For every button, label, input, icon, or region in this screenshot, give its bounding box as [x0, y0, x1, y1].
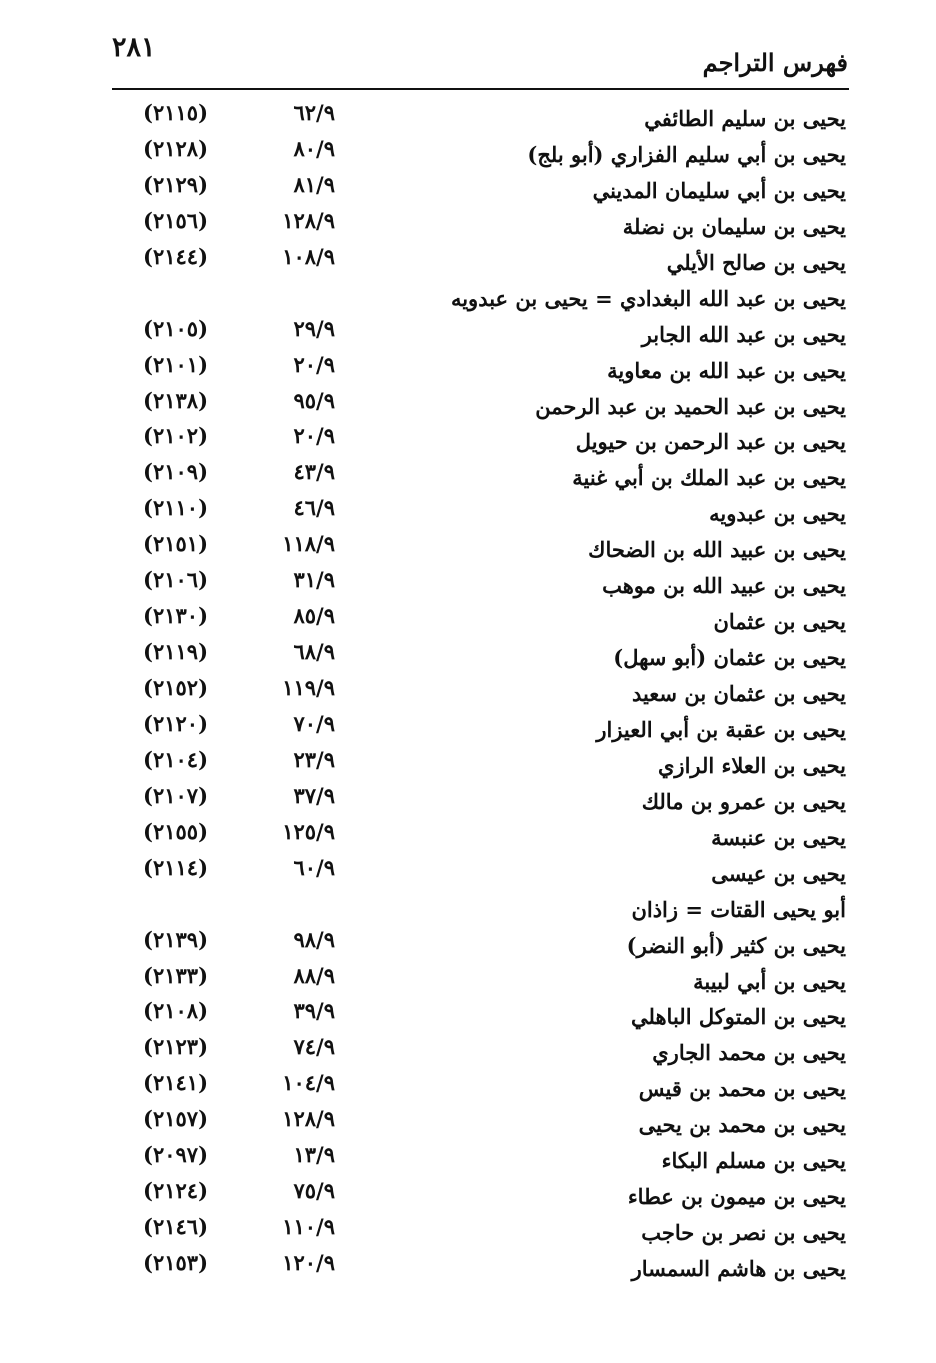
entry-name: يحيى بن عنبسة	[711, 824, 846, 850]
entry-name: يحيى بن ميمون بن عطاء	[627, 1184, 846, 1210]
index-entry	[0, 1032, 936, 1068]
index-entry	[0, 673, 936, 709]
entry-biography-number: (٢١٥٢)	[143, 675, 208, 700]
biography-index-list	[0, 98, 936, 1284]
entry-name: يحيى بن عبيد الله بن موهب	[602, 573, 846, 599]
index-entry	[0, 98, 936, 134]
entry-volume-page: ٣٩/٩	[293, 998, 335, 1024]
entry-name: يحيى بن عبد الله الجابر	[641, 321, 846, 347]
entry-name: يحيى بن أبي سليم الفزاري (أبو بلج)	[527, 141, 846, 167]
index-entry	[0, 278, 936, 314]
header-rule	[112, 88, 849, 90]
index-entry	[0, 889, 936, 925]
entry-name: يحيى بن العلاء الرازي	[657, 752, 846, 778]
entry-biography-number: (٢١١٠)	[143, 495, 208, 521]
index-entry	[0, 1068, 936, 1104]
entry-biography-number: (٢١١٥)	[143, 100, 208, 125]
entry-volume-page: ٧٥/٩	[293, 1178, 335, 1204]
entry-name: يحيى بن عبيد الله بن الضحاك	[588, 537, 846, 563]
entry-volume-page: ١١٨/٩	[282, 531, 335, 557]
entry-biography-number: (٢١٠٢)	[143, 423, 208, 449]
entry-name: يحيى بن عبد الله البغدادي = يحيى بن عبدويه	[450, 285, 846, 311]
index-entry	[0, 781, 936, 817]
index-entry	[0, 709, 936, 745]
entry-biography-number: (٢١٢٨)	[143, 135, 208, 161]
index-entry	[0, 637, 936, 673]
entry-volume-page: ١٢٠/٩	[282, 1250, 335, 1275]
entry-name: يحيى بن عبد الله بن معاوية	[607, 357, 846, 383]
entry-biography-number: (٢١٠٧)	[143, 782, 208, 808]
entry-name: يحيى بن كثير (أبو النضر)	[626, 932, 846, 958]
entry-volume-page: ٨١/٩	[293, 171, 335, 197]
entry-biography-number: (٢١٣٩)	[143, 926, 208, 952]
entry-biography-number: (٢١٣٠)	[143, 603, 208, 629]
entry-volume-page: ٢٣/٩	[293, 746, 335, 772]
entry-biography-number: (٢١٠٦)	[143, 567, 208, 593]
entry-name: يحيى بن صالح الأيلي	[666, 249, 846, 275]
index-entry	[0, 421, 936, 457]
entry-volume-page: ١١٩/٩	[282, 675, 335, 700]
entry-volume-page: ٣٧/٩	[293, 782, 335, 808]
index-entry	[0, 996, 936, 1032]
entry-biography-number: (٢١٠٤)	[143, 746, 208, 772]
entry-name: يحيى بن محمد بن قيس	[638, 1076, 846, 1102]
index-entry	[0, 134, 936, 170]
entry-volume-page: ٨٨/٩	[293, 962, 335, 988]
entry-biography-number: (٢١٥٣)	[143, 1250, 208, 1275]
entry-volume-page: ١١٠/٩	[282, 1214, 335, 1240]
entry-name: يحيى بن المتوكل الباهلي	[631, 1004, 846, 1030]
index-entry	[0, 601, 936, 637]
entry-volume-page: ٧٠/٩	[293, 710, 335, 736]
index-entry	[0, 386, 936, 422]
entry-volume-page: ٦٢/٩	[293, 100, 335, 125]
entry-name: يحيى بن عثمان بن سعيد	[631, 681, 846, 706]
entry-name: يحيى بن سليم الطائفي	[644, 106, 846, 131]
entry-name: يحيى بن عثمان	[713, 609, 846, 635]
entry-biography-number: (٢١٢٠)	[143, 710, 208, 736]
entry-name: يحيى بن أبي سليمان المديني	[592, 177, 846, 203]
entry-name: يحيى بن عقبة بن أبي العيزار	[596, 716, 846, 742]
index-entry	[0, 1212, 936, 1248]
entry-name: يحيى بن عبد الرحمن بن حيويل	[575, 429, 846, 455]
entry-volume-page: ١٣/٩	[293, 1142, 335, 1168]
entry-name: يحيى بن محمد الجاري	[652, 1040, 846, 1066]
entry-volume-page: ٩٥/٩	[293, 387, 335, 413]
index-entry	[0, 170, 936, 206]
entry-volume-page: ١٢٨/٩	[282, 207, 335, 233]
running-head: فهرس التراجم	[702, 48, 848, 77]
entry-volume-page: ٩٨/٩	[293, 926, 335, 952]
entry-volume-page: ٤٣/٩	[293, 459, 335, 485]
entry-biography-number: (٢١٥٧)	[143, 1106, 208, 1132]
entry-volume-page: ١٠٨/٩	[282, 243, 335, 269]
index-entry	[0, 350, 936, 386]
entry-volume-page: ٨٥/٩	[293, 603, 335, 629]
index-entry	[0, 1140, 936, 1176]
index-entry	[0, 961, 936, 997]
entry-name: يحيى بن عبد الملك بن أبي غنية	[572, 465, 846, 491]
entry-biography-number: (٢١٠٨)	[143, 998, 208, 1024]
index-entry	[0, 314, 936, 350]
entry-name: يحيى بن عثمان (أبو سهل)	[613, 645, 846, 671]
index-entry	[0, 1248, 936, 1284]
entry-name: يحيى بن هاشم السمسار	[631, 1256, 846, 1281]
index-entry	[0, 565, 936, 601]
index-entry	[0, 853, 936, 889]
entry-biography-number: (٢١٥٥)	[143, 818, 208, 844]
entry-biography-number: (٢١١٩)	[143, 639, 208, 665]
entry-name: يحيى بن محمد بن يحيى	[638, 1112, 846, 1138]
index-entry	[0, 457, 936, 493]
entry-biography-number: (٢٠٩٧)	[143, 1142, 208, 1168]
index-entry	[0, 925, 936, 961]
entry-biography-number: (٢١٤٤)	[143, 243, 208, 269]
index-entry	[0, 817, 936, 853]
index-entry	[0, 242, 936, 278]
entry-biography-number: (٢١٠٩)	[143, 459, 208, 485]
entry-volume-page: ٧٤/٩	[293, 1034, 335, 1060]
entry-name: يحيى بن نصر بن حاجب	[641, 1220, 846, 1246]
entry-name: يحيى بن عمرو بن مالك	[641, 788, 846, 814]
entry-name: أبو يحيى القتات = زاذان	[631, 896, 846, 922]
entry-name: يحيى بن مسلم البكاء	[661, 1148, 846, 1174]
entry-name: يحيى بن أبي لبيبة	[693, 968, 846, 994]
entry-volume-page: ١٢٨/٩	[282, 1106, 335, 1132]
entry-biography-number: (٢١٤١)	[143, 1070, 208, 1096]
index-entry	[0, 745, 936, 781]
entry-name: يحيى بن عبد الحميد بن عبد الرحمن	[535, 393, 846, 419]
entry-biography-number: (٢١٠١)	[143, 351, 208, 377]
entry-biography-number: (٢١٥٦)	[143, 207, 208, 233]
entry-biography-number: (٢١٢٤)	[143, 1178, 208, 1204]
entry-biography-number: (٢١١٤)	[143, 854, 208, 880]
entry-biography-number: (٢١٢٩)	[143, 171, 208, 197]
page-number: ٢٨١	[112, 32, 156, 63]
index-entry	[0, 1104, 936, 1140]
entry-volume-page: ٤٦/٩	[293, 495, 335, 521]
entry-biography-number: (٢١٢٣)	[143, 1034, 208, 1060]
entry-volume-page: ٦٠/٩	[293, 854, 335, 880]
entry-volume-page: ٢٠/٩	[293, 351, 335, 377]
entry-name: يحيى بن عيسى	[711, 860, 846, 886]
entry-biography-number: (٢١٥١)	[143, 531, 208, 557]
entry-volume-page: ١٢٥/٩	[282, 818, 335, 844]
entry-volume-page: ٢٠/٩	[293, 423, 335, 449]
entry-volume-page: ٦٨/٩	[293, 639, 335, 665]
entry-biography-number: (٢١٤٦)	[143, 1214, 208, 1240]
entry-volume-page: ٢٩/٩	[293, 315, 335, 341]
index-entry	[0, 529, 936, 565]
entry-biography-number: (٢١٣٨)	[143, 387, 208, 413]
entry-volume-page: ١٠٤/٩	[282, 1070, 335, 1096]
index-entry	[0, 206, 936, 242]
entry-biography-number: (٢١٠٥)	[143, 315, 208, 341]
entry-name: يحيى بن عبدويه	[709, 501, 846, 527]
index-entry	[0, 1176, 936, 1212]
entry-biography-number: (٢١٣٣)	[143, 962, 208, 988]
entry-volume-page: ٣١/٩	[293, 567, 335, 593]
index-entry	[0, 493, 936, 529]
entry-volume-page: ٨٠/٩	[293, 135, 335, 161]
entry-name: يحيى بن سليمان بن نضلة	[622, 213, 846, 239]
